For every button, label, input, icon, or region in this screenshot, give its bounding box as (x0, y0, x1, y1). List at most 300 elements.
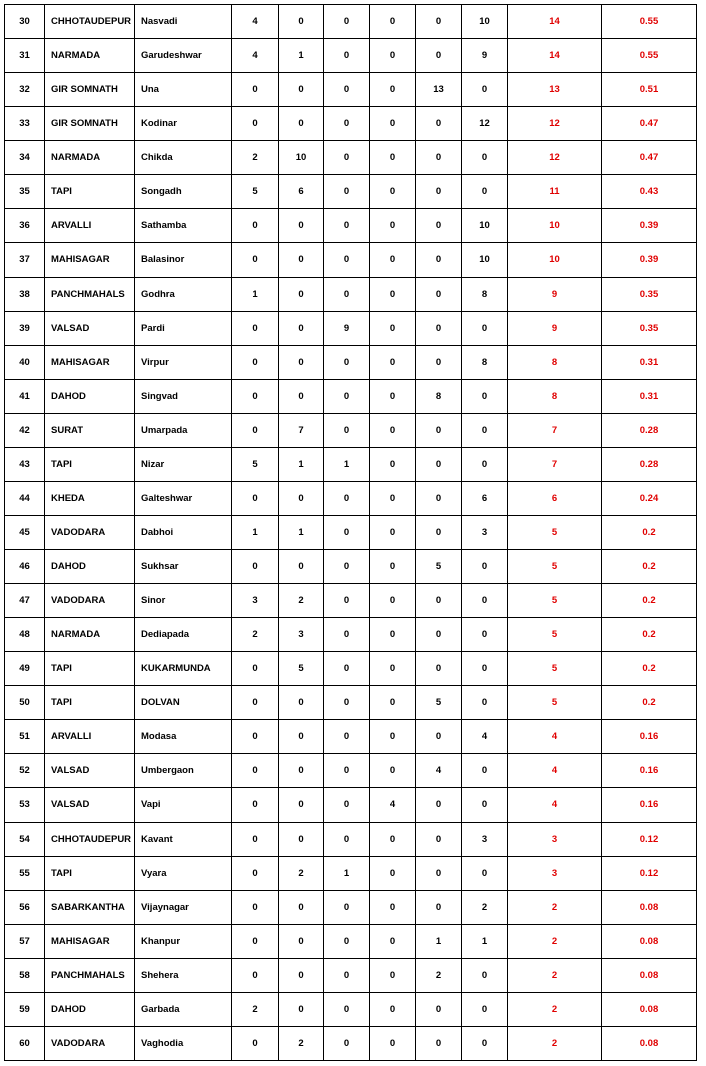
taluka-cell: Nasvadi (135, 5, 232, 39)
count-cell-6: 3 (462, 822, 508, 856)
count-cell-6: 4 (462, 720, 508, 754)
serial-cell: 35 (5, 175, 45, 209)
percentage-cell: 0.24 (602, 481, 697, 515)
count-cell-3: 0 (324, 754, 370, 788)
taluka-cell: Shehera (135, 958, 232, 992)
table-row (5, 107, 697, 141)
count-cell-2: 0 (279, 958, 324, 992)
count-cell-4: 0 (370, 175, 416, 209)
count-cell-4: 0 (370, 550, 416, 584)
percentage-cell: 0.08 (602, 890, 697, 924)
count-cell-3: 0 (324, 481, 370, 515)
taluka-cell: Sinor (135, 584, 232, 618)
table-row (5, 618, 697, 652)
total-cell: 8 (508, 379, 602, 413)
percentage-cell: 0.12 (602, 856, 697, 890)
count-cell-3: 0 (324, 822, 370, 856)
count-cell-5: 0 (416, 1026, 462, 1060)
percentage-cell: 0.55 (602, 5, 697, 39)
count-cell-1: 0 (232, 481, 279, 515)
serial-cell: 60 (5, 1026, 45, 1060)
count-cell-2: 0 (279, 311, 324, 345)
district-cell: KHEDA (45, 481, 135, 515)
district-cell: SURAT (45, 413, 135, 447)
count-cell-3: 0 (324, 209, 370, 243)
count-cell-1: 0 (232, 345, 279, 379)
taluka-cell: Khanpur (135, 924, 232, 958)
count-cell-3: 0 (324, 277, 370, 311)
count-cell-2: 0 (279, 379, 324, 413)
percentage-cell: 0.31 (602, 379, 697, 413)
count-cell-4: 0 (370, 107, 416, 141)
percentage-cell: 0.35 (602, 277, 697, 311)
taluka-cell: Modasa (135, 720, 232, 754)
percentage-cell: 0.16 (602, 788, 697, 822)
total-cell: 2 (508, 992, 602, 1026)
table-row (5, 754, 697, 788)
count-cell-3: 0 (324, 584, 370, 618)
table-row (5, 141, 697, 175)
count-cell-1: 0 (232, 1026, 279, 1060)
percentage-cell: 0.08 (602, 958, 697, 992)
percentage-cell: 0.28 (602, 447, 697, 481)
count-cell-5: 0 (416, 311, 462, 345)
count-cell-1: 0 (232, 652, 279, 686)
count-cell-6: 0 (462, 584, 508, 618)
count-cell-3: 0 (324, 73, 370, 107)
percentage-cell: 0.35 (602, 311, 697, 345)
count-cell-4: 0 (370, 584, 416, 618)
count-cell-6: 0 (462, 447, 508, 481)
count-cell-5: 0 (416, 788, 462, 822)
count-cell-1: 0 (232, 107, 279, 141)
district-cell: DAHOD (45, 550, 135, 584)
count-cell-2: 0 (279, 107, 324, 141)
count-cell-1: 0 (232, 413, 279, 447)
table-row (5, 175, 697, 209)
serial-cell: 50 (5, 686, 45, 720)
count-cell-4: 0 (370, 73, 416, 107)
count-cell-2: 0 (279, 924, 324, 958)
count-cell-4: 0 (370, 311, 416, 345)
count-cell-5: 0 (416, 175, 462, 209)
count-cell-2: 0 (279, 754, 324, 788)
table-row (5, 652, 697, 686)
district-cell: ARVALLI (45, 720, 135, 754)
taluka-cell: Songadh (135, 175, 232, 209)
count-cell-4: 0 (370, 209, 416, 243)
count-cell-3: 0 (324, 890, 370, 924)
table-row (5, 413, 697, 447)
count-cell-2: 5 (279, 652, 324, 686)
total-cell: 2 (508, 924, 602, 958)
taluka-cell: Dediapada (135, 618, 232, 652)
district-cell: NARMADA (45, 618, 135, 652)
percentage-cell: 0.2 (602, 550, 697, 584)
total-cell: 4 (508, 720, 602, 754)
count-cell-1: 0 (232, 924, 279, 958)
serial-cell: 54 (5, 822, 45, 856)
serial-cell: 43 (5, 447, 45, 481)
percentage-cell: 0.2 (602, 618, 697, 652)
serial-cell: 34 (5, 141, 45, 175)
count-cell-5: 0 (416, 481, 462, 515)
count-cell-2: 0 (279, 481, 324, 515)
taluka-cell: Garbada (135, 992, 232, 1026)
count-cell-5: 0 (416, 618, 462, 652)
percentage-cell: 0.08 (602, 924, 697, 958)
count-cell-4: 0 (370, 652, 416, 686)
table-body (5, 5, 697, 1061)
percentage-cell: 0.2 (602, 686, 697, 720)
serial-cell: 51 (5, 720, 45, 754)
total-cell: 7 (508, 413, 602, 447)
count-cell-2: 0 (279, 209, 324, 243)
count-cell-2: 0 (279, 550, 324, 584)
serial-cell: 45 (5, 515, 45, 549)
total-cell: 5 (508, 550, 602, 584)
taluka-cell: Vaghodia (135, 1026, 232, 1060)
count-cell-6: 10 (462, 5, 508, 39)
table-row (5, 379, 697, 413)
count-cell-6: 0 (462, 413, 508, 447)
table-row (5, 822, 697, 856)
district-cell: TAPI (45, 175, 135, 209)
taluka-cell: Godhra (135, 277, 232, 311)
taluka-cell: Umarpada (135, 413, 232, 447)
count-cell-6: 0 (462, 550, 508, 584)
count-cell-5: 0 (416, 652, 462, 686)
table-row (5, 243, 697, 277)
count-cell-2: 1 (279, 39, 324, 73)
count-cell-4: 0 (370, 447, 416, 481)
total-cell: 13 (508, 73, 602, 107)
count-cell-5: 1 (416, 924, 462, 958)
count-cell-1: 0 (232, 822, 279, 856)
count-cell-6: 0 (462, 141, 508, 175)
table-row (5, 958, 697, 992)
district-cell: CHHOTAUDEPUR (45, 5, 135, 39)
count-cell-1: 1 (232, 277, 279, 311)
taluka-cell: Nizar (135, 447, 232, 481)
count-cell-3: 0 (324, 243, 370, 277)
district-cell: PANCHMAHALS (45, 958, 135, 992)
total-cell: 4 (508, 754, 602, 788)
count-cell-3: 0 (324, 924, 370, 958)
serial-cell: 57 (5, 924, 45, 958)
percentage-cell: 0.51 (602, 73, 697, 107)
taluka-cell: KUKARMUNDA (135, 652, 232, 686)
taluka-cell: Vijaynagar (135, 890, 232, 924)
serial-cell: 33 (5, 107, 45, 141)
taluka-cell: Sukhsar (135, 550, 232, 584)
district-cell: NARMADA (45, 141, 135, 175)
count-cell-6: 0 (462, 992, 508, 1026)
count-cell-3: 0 (324, 107, 370, 141)
percentage-cell: 0.2 (602, 652, 697, 686)
count-cell-6: 10 (462, 209, 508, 243)
count-cell-4: 0 (370, 515, 416, 549)
count-cell-5: 0 (416, 584, 462, 618)
table-row (5, 856, 697, 890)
count-cell-1: 1 (232, 515, 279, 549)
district-cell: TAPI (45, 856, 135, 890)
district-cell: VADODARA (45, 584, 135, 618)
percentage-cell: 0.39 (602, 209, 697, 243)
total-cell: 14 (508, 5, 602, 39)
count-cell-5: 0 (416, 107, 462, 141)
total-cell: 12 (508, 107, 602, 141)
count-cell-1: 0 (232, 73, 279, 107)
count-cell-5: 0 (416, 141, 462, 175)
table-row (5, 311, 697, 345)
count-cell-5: 0 (416, 890, 462, 924)
count-cell-4: 0 (370, 379, 416, 413)
taluka-cell: Sathamba (135, 209, 232, 243)
count-cell-5: 0 (416, 856, 462, 890)
count-cell-4: 0 (370, 856, 416, 890)
table-row (5, 447, 697, 481)
serial-cell: 59 (5, 992, 45, 1026)
total-cell: 5 (508, 515, 602, 549)
count-cell-3: 0 (324, 618, 370, 652)
count-cell-4: 0 (370, 413, 416, 447)
serial-cell: 46 (5, 550, 45, 584)
taluka-cell: Kavant (135, 822, 232, 856)
count-cell-4: 0 (370, 481, 416, 515)
count-cell-1: 3 (232, 584, 279, 618)
count-cell-1: 0 (232, 754, 279, 788)
count-cell-6: 8 (462, 277, 508, 311)
percentage-cell: 0.28 (602, 413, 697, 447)
count-cell-2: 10 (279, 141, 324, 175)
count-cell-6: 0 (462, 652, 508, 686)
count-cell-5: 0 (416, 447, 462, 481)
count-cell-4: 0 (370, 686, 416, 720)
table-row (5, 277, 697, 311)
district-cell: GIR SOMNATH (45, 73, 135, 107)
count-cell-1: 4 (232, 39, 279, 73)
count-cell-2: 1 (279, 447, 324, 481)
serial-cell: 37 (5, 243, 45, 277)
total-cell: 3 (508, 822, 602, 856)
count-cell-6: 0 (462, 754, 508, 788)
total-cell: 5 (508, 652, 602, 686)
taluka-cell: Garudeshwar (135, 39, 232, 73)
percentage-cell: 0.47 (602, 107, 697, 141)
percentage-cell: 0.55 (602, 39, 697, 73)
taluka-cell: Vyara (135, 856, 232, 890)
taluka-cell: DOLVAN (135, 686, 232, 720)
count-cell-1: 0 (232, 720, 279, 754)
district-cell: VADODARA (45, 1026, 135, 1060)
total-cell: 11 (508, 175, 602, 209)
table-row (5, 788, 697, 822)
count-cell-5: 0 (416, 992, 462, 1026)
percentage-cell: 0.2 (602, 584, 697, 618)
count-cell-4: 4 (370, 788, 416, 822)
serial-cell: 56 (5, 890, 45, 924)
count-cell-6: 12 (462, 107, 508, 141)
count-cell-1: 2 (232, 618, 279, 652)
table-row (5, 73, 697, 107)
total-cell: 5 (508, 686, 602, 720)
count-cell-2: 0 (279, 890, 324, 924)
count-cell-1: 4 (232, 5, 279, 39)
count-cell-6: 1 (462, 924, 508, 958)
district-cell: TAPI (45, 447, 135, 481)
count-cell-2: 0 (279, 345, 324, 379)
serial-cell: 42 (5, 413, 45, 447)
total-cell: 9 (508, 311, 602, 345)
count-cell-3: 0 (324, 515, 370, 549)
count-cell-4: 0 (370, 141, 416, 175)
count-cell-2: 3 (279, 618, 324, 652)
total-cell: 5 (508, 618, 602, 652)
count-cell-2: 6 (279, 175, 324, 209)
district-cell: VADODARA (45, 515, 135, 549)
count-cell-4: 0 (370, 277, 416, 311)
count-cell-5: 8 (416, 379, 462, 413)
count-cell-2: 0 (279, 686, 324, 720)
count-cell-6: 10 (462, 243, 508, 277)
percentage-cell: 0.43 (602, 175, 697, 209)
count-cell-1: 0 (232, 958, 279, 992)
serial-cell: 53 (5, 788, 45, 822)
count-cell-5: 0 (416, 345, 462, 379)
count-cell-1: 0 (232, 379, 279, 413)
total-cell: 14 (508, 39, 602, 73)
table-row (5, 345, 697, 379)
serial-cell: 30 (5, 5, 45, 39)
serial-cell: 52 (5, 754, 45, 788)
table-row (5, 481, 697, 515)
count-cell-5: 0 (416, 209, 462, 243)
count-cell-5: 2 (416, 958, 462, 992)
district-cell: VALSAD (45, 788, 135, 822)
count-cell-2: 0 (279, 243, 324, 277)
count-cell-6: 6 (462, 481, 508, 515)
table-row (5, 720, 697, 754)
count-cell-1: 0 (232, 686, 279, 720)
count-cell-6: 0 (462, 175, 508, 209)
count-cell-6: 0 (462, 958, 508, 992)
count-cell-2: 1 (279, 515, 324, 549)
count-cell-6: 0 (462, 856, 508, 890)
count-cell-6: 3 (462, 515, 508, 549)
count-cell-5: 5 (416, 550, 462, 584)
count-cell-4: 0 (370, 39, 416, 73)
count-cell-6: 0 (462, 311, 508, 345)
total-cell: 9 (508, 277, 602, 311)
count-cell-5: 0 (416, 243, 462, 277)
district-cell: DAHOD (45, 379, 135, 413)
count-cell-1: 5 (232, 447, 279, 481)
count-cell-5: 0 (416, 720, 462, 754)
count-cell-3: 0 (324, 345, 370, 379)
district-cell: CHHOTAUDEPUR (45, 822, 135, 856)
count-cell-3: 0 (324, 550, 370, 584)
total-cell: 12 (508, 141, 602, 175)
count-cell-6: 9 (462, 39, 508, 73)
serial-cell: 44 (5, 481, 45, 515)
total-cell: 10 (508, 209, 602, 243)
count-cell-4: 0 (370, 822, 416, 856)
count-cell-2: 0 (279, 277, 324, 311)
count-cell-3: 0 (324, 788, 370, 822)
district-cell: MAHISAGAR (45, 345, 135, 379)
count-cell-3: 0 (324, 686, 370, 720)
total-cell: 2 (508, 958, 602, 992)
total-cell: 2 (508, 890, 602, 924)
serial-cell: 36 (5, 209, 45, 243)
count-cell-2: 0 (279, 992, 324, 1026)
serial-cell: 31 (5, 39, 45, 73)
percentage-cell: 0.16 (602, 720, 697, 754)
count-cell-3: 1 (324, 856, 370, 890)
count-cell-5: 0 (416, 277, 462, 311)
district-cell: VALSAD (45, 311, 135, 345)
district-cell: TAPI (45, 686, 135, 720)
count-cell-5: 13 (416, 73, 462, 107)
table-row (5, 1026, 697, 1060)
count-cell-2: 0 (279, 5, 324, 39)
count-cell-3: 0 (324, 958, 370, 992)
count-cell-4: 0 (370, 720, 416, 754)
count-cell-3: 1 (324, 447, 370, 481)
count-cell-4: 0 (370, 754, 416, 788)
count-cell-1: 0 (232, 209, 279, 243)
count-cell-4: 0 (370, 1026, 416, 1060)
serial-cell: 55 (5, 856, 45, 890)
percentage-cell: 0.31 (602, 345, 697, 379)
serial-cell: 47 (5, 584, 45, 618)
percentage-cell: 0.47 (602, 141, 697, 175)
count-cell-4: 0 (370, 5, 416, 39)
serial-cell: 32 (5, 73, 45, 107)
count-cell-5: 0 (416, 413, 462, 447)
count-cell-2: 0 (279, 73, 324, 107)
count-cell-5: 5 (416, 686, 462, 720)
taluka-cell: Umbergaon (135, 754, 232, 788)
district-cell: VALSAD (45, 754, 135, 788)
count-cell-4: 0 (370, 345, 416, 379)
district-cell: PANCHMAHALS (45, 277, 135, 311)
count-cell-4: 0 (370, 890, 416, 924)
count-cell-1: 0 (232, 311, 279, 345)
serial-cell: 38 (5, 277, 45, 311)
count-cell-6: 0 (462, 379, 508, 413)
taluka-cell: Dabhoi (135, 515, 232, 549)
count-cell-3: 0 (324, 720, 370, 754)
total-cell: 5 (508, 584, 602, 618)
taluka-cell: Virpur (135, 345, 232, 379)
table-row (5, 686, 697, 720)
count-cell-6: 0 (462, 73, 508, 107)
serial-cell: 39 (5, 311, 45, 345)
count-cell-6: 0 (462, 618, 508, 652)
table-row (5, 5, 697, 39)
count-cell-2: 7 (279, 413, 324, 447)
table-row (5, 550, 697, 584)
table-row (5, 584, 697, 618)
count-cell-6: 0 (462, 788, 508, 822)
total-cell: 2 (508, 1026, 602, 1060)
total-cell: 3 (508, 856, 602, 890)
total-cell: 4 (508, 788, 602, 822)
percentage-cell: 0.12 (602, 822, 697, 856)
count-cell-4: 0 (370, 924, 416, 958)
